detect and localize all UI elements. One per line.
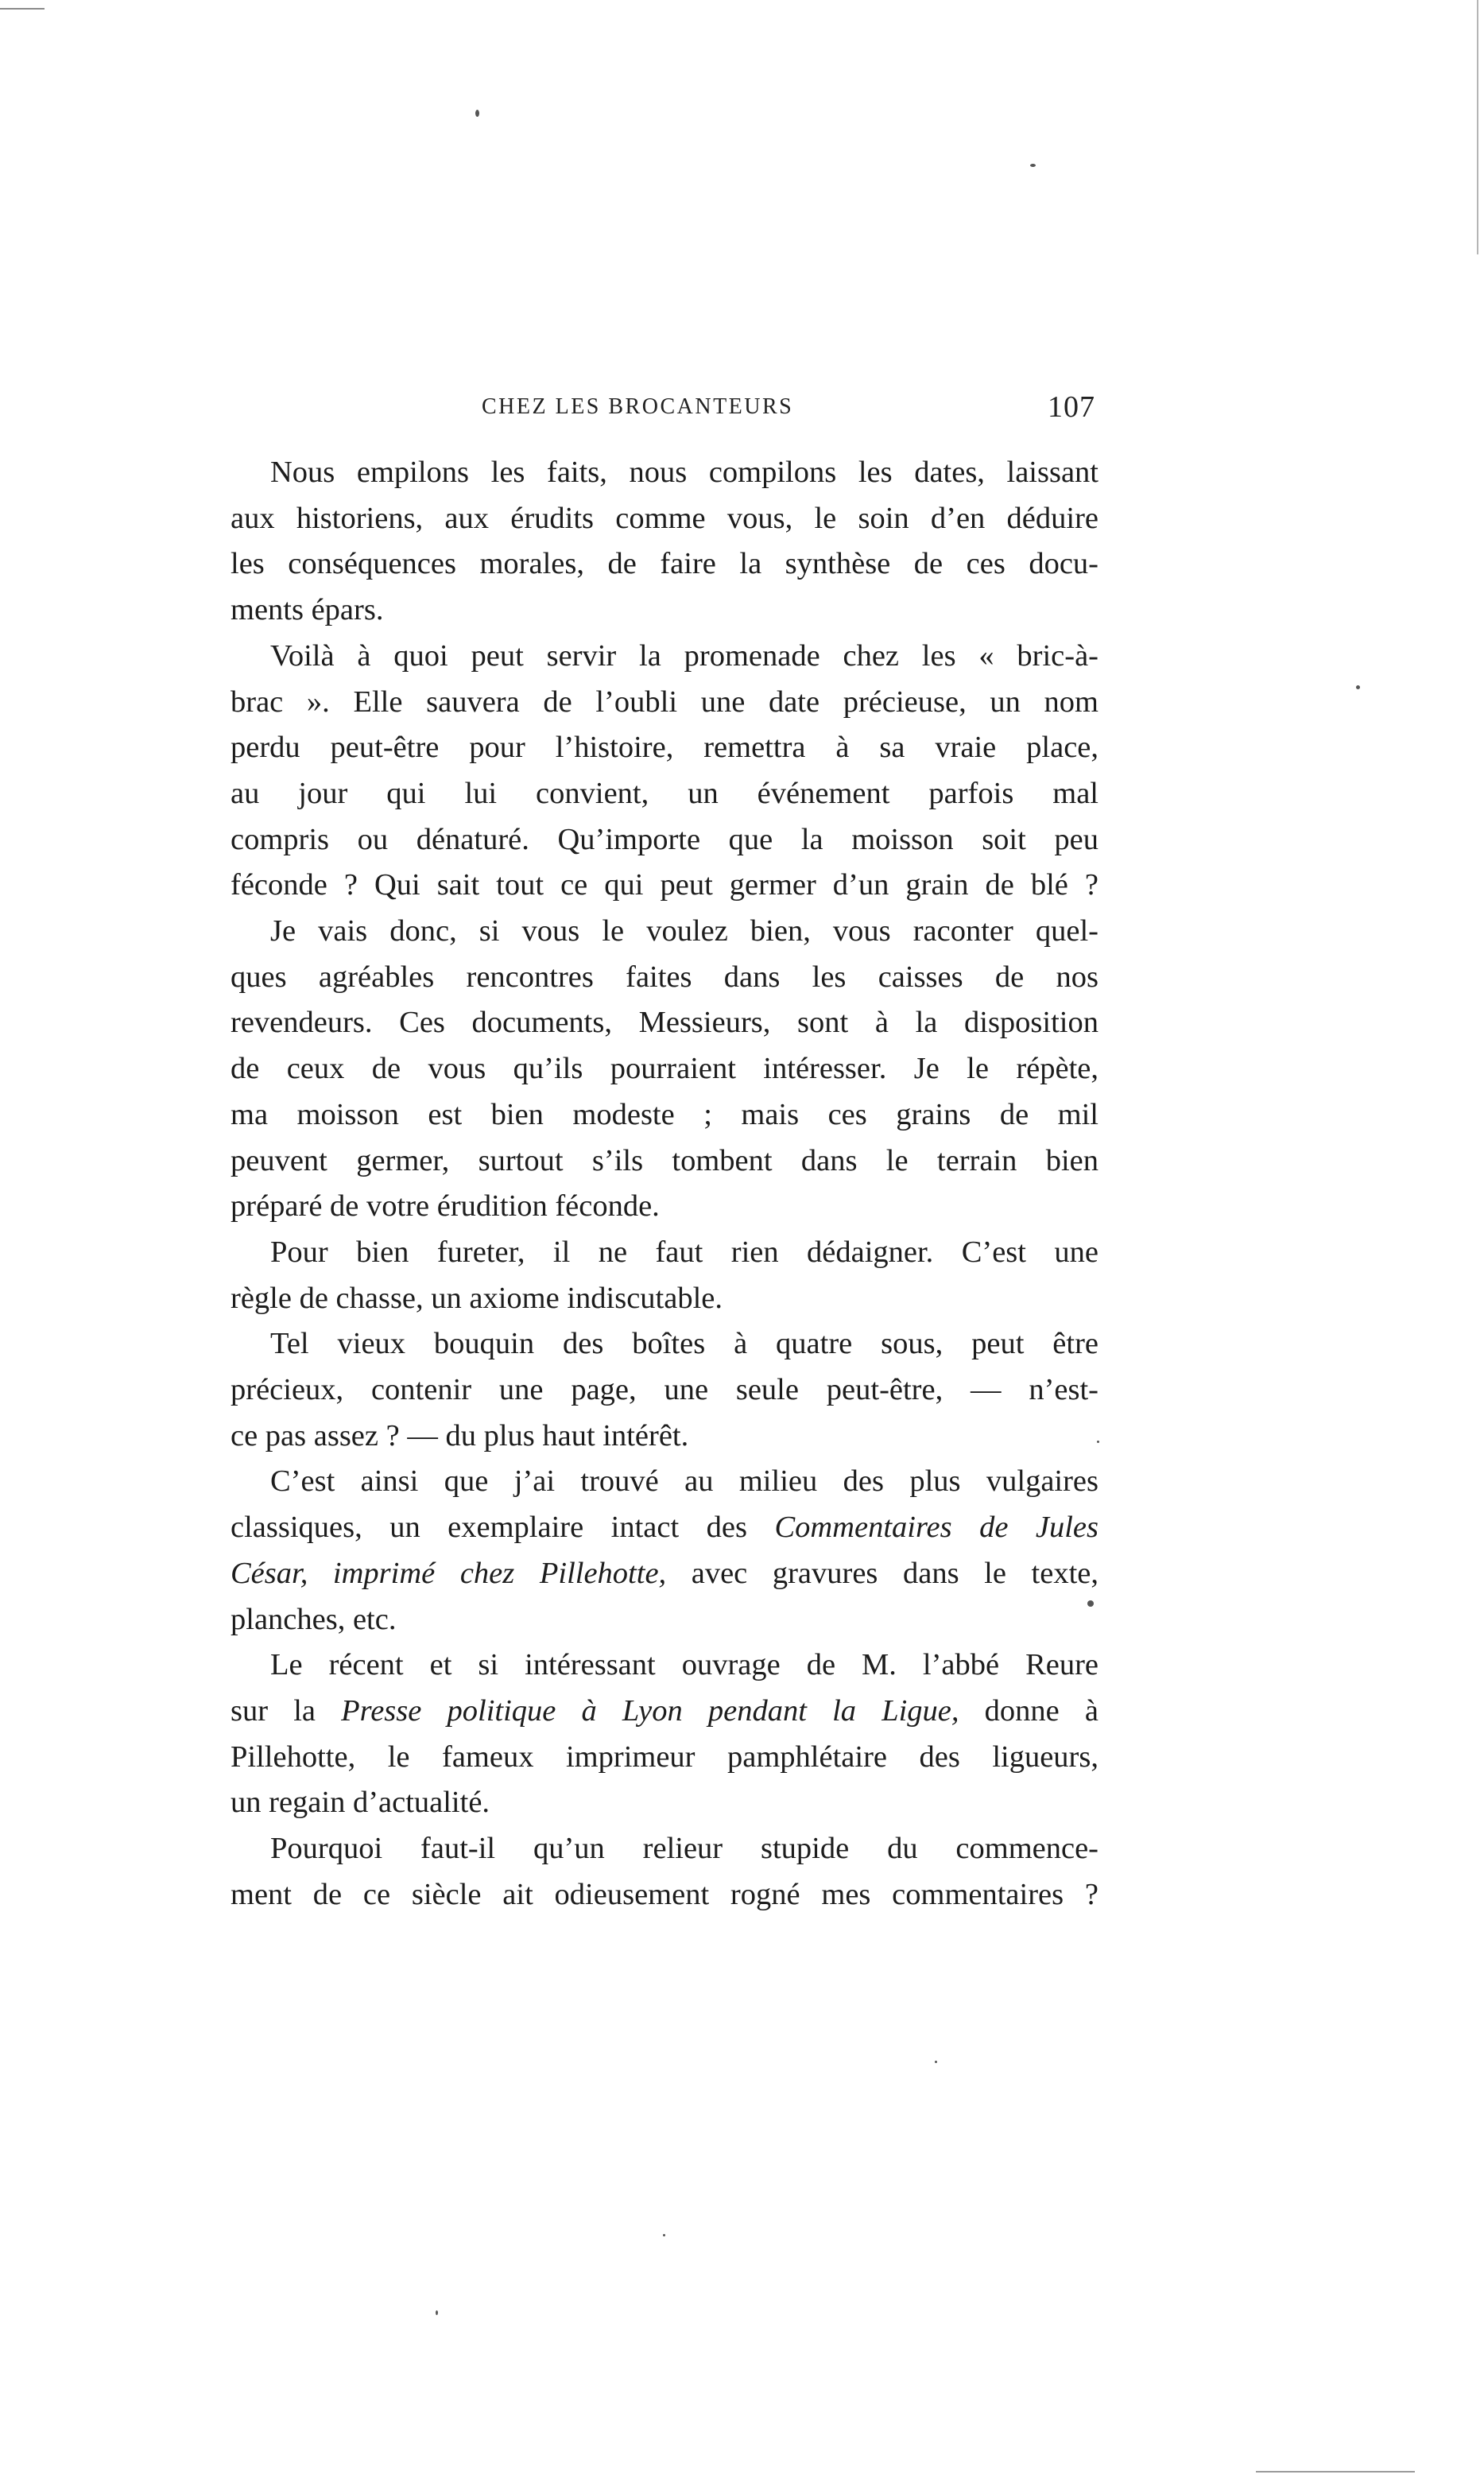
text-line	[231, 1780, 1098, 1826]
text-line: brac ». Elle sauvera de l’oubli une date précieuse, un nom	[231, 685, 1098, 719]
paragraph	[231, 1643, 1098, 1826]
text-line: ques agréables rencontres faites dans les caisses de nos	[231, 960, 1098, 994]
text-line	[231, 1735, 1098, 1781]
text-run: C’est ainsi que j’ai trouvé au milieu des plus vulgaires	[270, 1464, 1098, 1499]
text-line	[231, 1459, 1098, 1505]
text-run: sur la	[231, 1693, 342, 1728]
page-number: 107	[1048, 390, 1095, 424]
text-line: Pour bien fureter, il ne faut rien dédaigner. C’est une	[270, 1235, 1098, 1269]
text-run: donne à	[959, 1693, 1098, 1728]
text-line: perdu peut-être pour l’histoire, remettra à sa vraie place,	[231, 731, 1098, 765]
text-line	[231, 1505, 1098, 1551]
text-line: ments épars.	[231, 593, 384, 627]
text-line: Je vais donc, si vous le voulez bien, vous raconter quel-	[270, 914, 1098, 948]
text-run: classiques, un exemplaire intact des	[231, 1511, 775, 1545]
text-line: peuvent germer, surtout s’ils tombent dans le terrain bien	[231, 1143, 1098, 1177]
italic-title: César, imprimé chez Pillehotte,	[231, 1556, 667, 1590]
text-line: revendeurs. Ces documents, Messieurs, sont à la disposition	[231, 1006, 1098, 1040]
text-line: compris ou dénaturé. Qu’importe que la moisson soit peu	[231, 822, 1098, 856]
paper-speck	[1356, 685, 1360, 689]
text-line: de ceux de vous qu’ils pourraient intéresser. Je le répète,	[231, 1052, 1098, 1086]
text-line: préparé de votre érudition féconde.	[231, 1189, 660, 1224]
text-line: Tel vieux bouquin des boîtes à quatre sous, peut être	[270, 1327, 1098, 1361]
paper-speck	[663, 2234, 665, 2236]
scan-edge-mark	[1256, 2471, 1415, 2473]
paragraph	[231, 1230, 1098, 1321]
text-line	[231, 1689, 1098, 1735]
text-line	[231, 1597, 1098, 1643]
text-line: aux historiens, aux érudits comme vous, le soin d’en déduire	[231, 501, 1098, 535]
paper-speck	[935, 2061, 937, 2063]
running-head-title: CHEZ LES BROCANTEURS	[482, 394, 794, 419]
text-line: Pourquoi faut-il qu’un relieur stupide du commence-	[270, 1832, 1098, 1866]
paper-speck	[436, 2310, 438, 2315]
text-line: au jour qui lui convient, un événement parfois mal	[231, 776, 1098, 810]
italic-title: Presse politique à Lyon pendant la Ligue,	[341, 1693, 959, 1728]
text-run: Pillehotte, le fameux imprimeur pamphlétaire des ligueurs,	[231, 1740, 1098, 1774]
text-line: précieux, contenir une page, une seule peut-être, — n’est-	[231, 1373, 1098, 1407]
body-text	[231, 450, 1098, 1918]
text-line: ment de ce siècle ait odieusement rogné mes commentaires ?	[231, 1877, 1098, 1911]
paragraph	[231, 1459, 1098, 1643]
text-line: Voilà à quoi peut servir la promenade chez les « bric-à-	[270, 638, 1098, 673]
text-run: un regain d’actualité.	[231, 1786, 490, 1820]
paper-speck	[1030, 164, 1036, 167]
paragraph	[231, 1321, 1098, 1459]
paragraph	[231, 450, 1098, 634]
text-line: ma moisson est bien modeste ; mais ces grains de mil	[231, 1097, 1098, 1131]
text-line: féconde ? Qui sait tout ce qui peut germer d’un grain de blé ?	[231, 868, 1098, 902]
paragraph	[231, 1826, 1098, 1918]
running-head	[231, 390, 1105, 429]
text-line	[231, 1551, 1098, 1597]
text-line: les conséquences morales, de faire la synthèse de ces docu-	[231, 547, 1098, 581]
text-run: Le récent et si intéressant ouvrage de M. l’abbé Reure	[270, 1648, 1098, 1682]
paragraph	[231, 634, 1098, 909]
text-run: avec gravures dans le texte,	[666, 1556, 1098, 1590]
text-line: règle de chasse, un axiome indiscutable.	[231, 1281, 723, 1315]
scan-edge-mark	[0, 8, 45, 10]
italic-title: Commentaires de Jules	[774, 1511, 1098, 1545]
paragraph	[231, 909, 1098, 1230]
paper-speck	[475, 110, 479, 117]
text-line: ce pas assez ? — du plus haut intérêt.	[231, 1418, 689, 1452]
scan-edge-shadow	[1477, 0, 1478, 254]
text-line: Nous empilons les faits, nous compilons les dates, laissant	[270, 456, 1098, 489]
text-line	[231, 1643, 1098, 1689]
text-run: planches, etc.	[231, 1602, 397, 1636]
